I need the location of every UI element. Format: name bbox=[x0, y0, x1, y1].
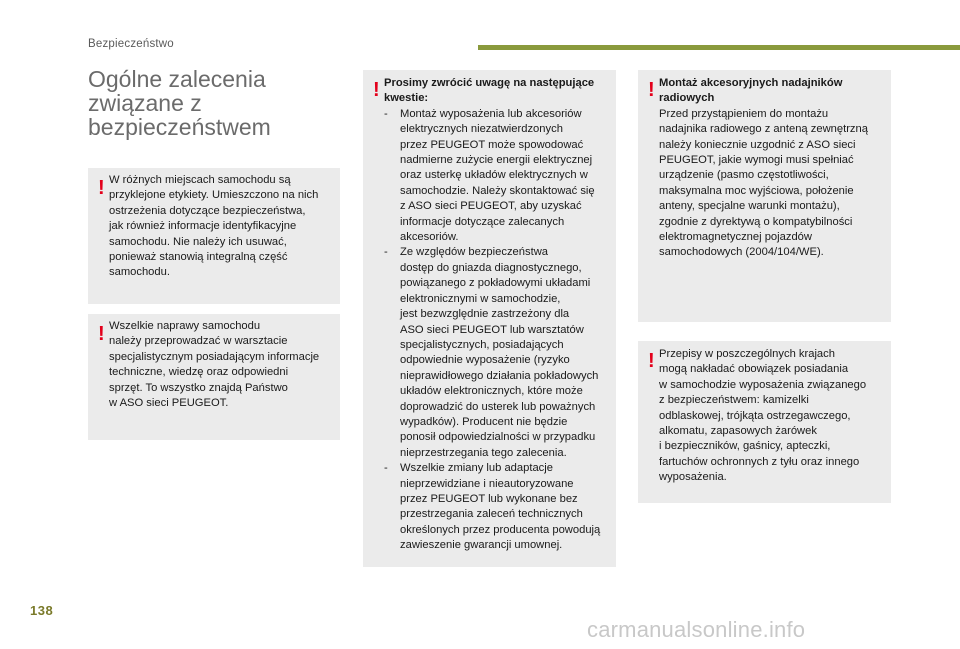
title-line: radiowych bbox=[659, 92, 715, 105]
text-line: PEUGEOT, jakie wymogi musi spełniać bbox=[659, 154, 854, 167]
text-line: Przepisy w poszczególnych krajach bbox=[659, 348, 835, 360]
text-line: samochodzie. Należy skontaktować się bbox=[400, 184, 595, 197]
list-item bbox=[384, 107, 614, 246]
bullet-dash: - bbox=[384, 462, 388, 475]
title-line: Prosimy zwrócić uwagę na następujące bbox=[384, 77, 595, 89]
note-attention bbox=[363, 70, 616, 567]
note-repairs-text bbox=[109, 319, 337, 411]
text-line: mogą nakładać obowiązek posiadania bbox=[659, 363, 849, 376]
text-line: dostęp do gniazda diagnostycznego, bbox=[400, 261, 582, 274]
text-line: układów elektronicznych, które może bbox=[400, 385, 583, 398]
text-line: należy przeprowadzać w warsztacie bbox=[109, 335, 288, 348]
note-country bbox=[638, 341, 891, 503]
list-item bbox=[384, 245, 614, 461]
text-line: elektrycznych niezatwierdzonych bbox=[400, 123, 563, 136]
text-line: zgodnie z dyrektywą o kompatybilności bbox=[659, 215, 853, 228]
text-line: zawieszenie gwarancji umownej. bbox=[400, 539, 563, 552]
text-line: ponieważ stanowią integralną część bbox=[109, 251, 288, 264]
warning-icon: ! bbox=[98, 177, 105, 199]
text-line: oraz usterkę układów elektrycznych w bbox=[400, 169, 588, 182]
text-line: należy koniecznie uzgodnić z ASO sieci bbox=[659, 138, 856, 151]
note-labels-text bbox=[109, 173, 337, 281]
title-line: kwestie: bbox=[384, 92, 429, 105]
text-line: Wszelkie naprawy samochodu bbox=[109, 320, 261, 332]
text-line: informacje dotyczące zalecanych bbox=[400, 215, 565, 228]
note-country-text bbox=[659, 347, 889, 486]
text-line: doprowadzić do usterek lub poważnych bbox=[400, 400, 596, 413]
text-line: fartuchów ochronnych z tyłu oraz innego bbox=[659, 455, 860, 468]
text-line: i bezpieczników, gaśnicy, apteczki, bbox=[659, 440, 831, 453]
text-line: powiązanego z pokładowymi układami bbox=[400, 277, 591, 290]
note-attention-text bbox=[384, 76, 614, 554]
text-line: Montaż wyposażenia lub akcesoriów bbox=[400, 107, 582, 120]
text-line: przez PEUGEOT może spowodować bbox=[400, 138, 584, 151]
bullet-dash: - bbox=[384, 107, 388, 120]
text-line: wyposażenia. bbox=[659, 471, 727, 484]
text-line: anteny, specjalne warunki montażu), bbox=[659, 200, 840, 213]
text-line: nadmierne zużycie energii elektrycznej bbox=[400, 154, 593, 167]
page-title-line-2: związane z bbox=[88, 90, 202, 116]
text-line: sprzęt. To wszystko znajdą Państwo bbox=[109, 381, 288, 394]
text-line: nadajnika radiowego z anteną zewnętrzną bbox=[659, 123, 868, 136]
text-line: samochodowych (2004/104/WE). bbox=[659, 246, 824, 259]
text-line: Ze względów bezpieczeństwa bbox=[400, 246, 548, 259]
page-title-line-1: Ogólne zalecenia bbox=[88, 66, 266, 92]
text-line: z bezpieczeństwem: kamizelki bbox=[659, 394, 809, 407]
text-line: alkomatu, zapasowych żarówek bbox=[659, 425, 817, 438]
text-line: W różnych miejscach samochodu są bbox=[109, 174, 291, 186]
watermark: carmanualsonline.info bbox=[587, 617, 806, 642]
note-attention-title bbox=[384, 76, 614, 107]
text-line: ostrzeżenia dotyczące bezpieczeństwa, bbox=[109, 204, 306, 217]
text-line: jak również informacje identyfikacyjne bbox=[109, 220, 297, 233]
note-radio bbox=[638, 70, 891, 322]
text-line: Wszelkie zmiany lub adaptacje bbox=[400, 462, 553, 475]
header-bar bbox=[478, 45, 960, 50]
text-line: jest bezwzględnie zastrzeżony dla bbox=[400, 308, 570, 321]
text-line: odpowiednie wyposażenie (ryzyko bbox=[400, 354, 570, 367]
warning-icon: ! bbox=[648, 79, 655, 101]
text-line: nieprawidłowego działania pokładowych bbox=[400, 369, 599, 382]
text-line: wypadków). Producent nie będzie bbox=[400, 415, 568, 428]
text-line: urządzenie (pasmo częstotliwości, bbox=[659, 169, 829, 182]
text-line: samochodu. bbox=[109, 266, 170, 279]
text-line: akcesoriów. bbox=[400, 231, 459, 244]
text-line: nieprzewidziane i nieautoryzowane bbox=[400, 477, 574, 490]
warning-icon: ! bbox=[648, 350, 655, 372]
note-labels bbox=[88, 168, 340, 304]
bullet-dash: - bbox=[384, 246, 388, 259]
warning-icon: ! bbox=[373, 79, 380, 101]
page-title-line-3: bezpieczeństwem bbox=[88, 114, 271, 140]
list-item bbox=[384, 461, 614, 553]
text-line: w samochodzie wyposażenia związanego bbox=[659, 378, 867, 391]
text-line: samochodu. Nie należy ich usuwać, bbox=[109, 235, 287, 248]
text-line: specjalistycznym posiadającym informacje bbox=[109, 350, 320, 363]
text-line: przestrzegania zaleceń technicznych bbox=[400, 508, 583, 521]
page-number: 138 bbox=[30, 603, 54, 618]
note-repairs bbox=[88, 314, 340, 440]
warning-icon: ! bbox=[98, 323, 105, 345]
text-line: określonych przez producenta powodują bbox=[400, 523, 601, 536]
text-line: odblaskowej, trójkąta ostrzegawczego, bbox=[659, 409, 851, 422]
text-line: techniczne, wiedzę oraz odpowiedni bbox=[109, 366, 289, 379]
text-line: nieprzestrzegania tego zalecenia. bbox=[400, 446, 567, 459]
text-line: specjalistycznych, posiadających bbox=[400, 338, 564, 351]
text-line: Przed przystąpieniem do montażu bbox=[659, 107, 829, 120]
text-line: ponosił odpowiedzialności w przypadku bbox=[400, 431, 596, 444]
text-line: maksymalna moc wyjściowa, położenie bbox=[659, 184, 854, 197]
text-line: z ASO sieci PEUGEOT, aby uzyskać bbox=[400, 200, 582, 213]
text-line: elektronicznymi w samochodzie, bbox=[400, 292, 561, 305]
text-line: przez PEUGEOT lub wykonane bez bbox=[400, 492, 578, 505]
note-radio-text bbox=[659, 76, 889, 261]
text-line: elektromagnetycznej pojazdów bbox=[659, 231, 812, 244]
section-label: Bezpieczeństwo bbox=[88, 38, 174, 50]
title-line: Montaż akcesoryjnych nadajników bbox=[659, 77, 843, 89]
page-title bbox=[88, 67, 338, 139]
note-radio-title bbox=[659, 76, 889, 107]
text-line: w ASO sieci PEUGEOT. bbox=[109, 397, 229, 410]
text-line: ASO sieci PEUGEOT lub warsztatów bbox=[400, 323, 584, 336]
text-line: przyklejone etykiety. Umieszczono na nich bbox=[109, 189, 319, 202]
